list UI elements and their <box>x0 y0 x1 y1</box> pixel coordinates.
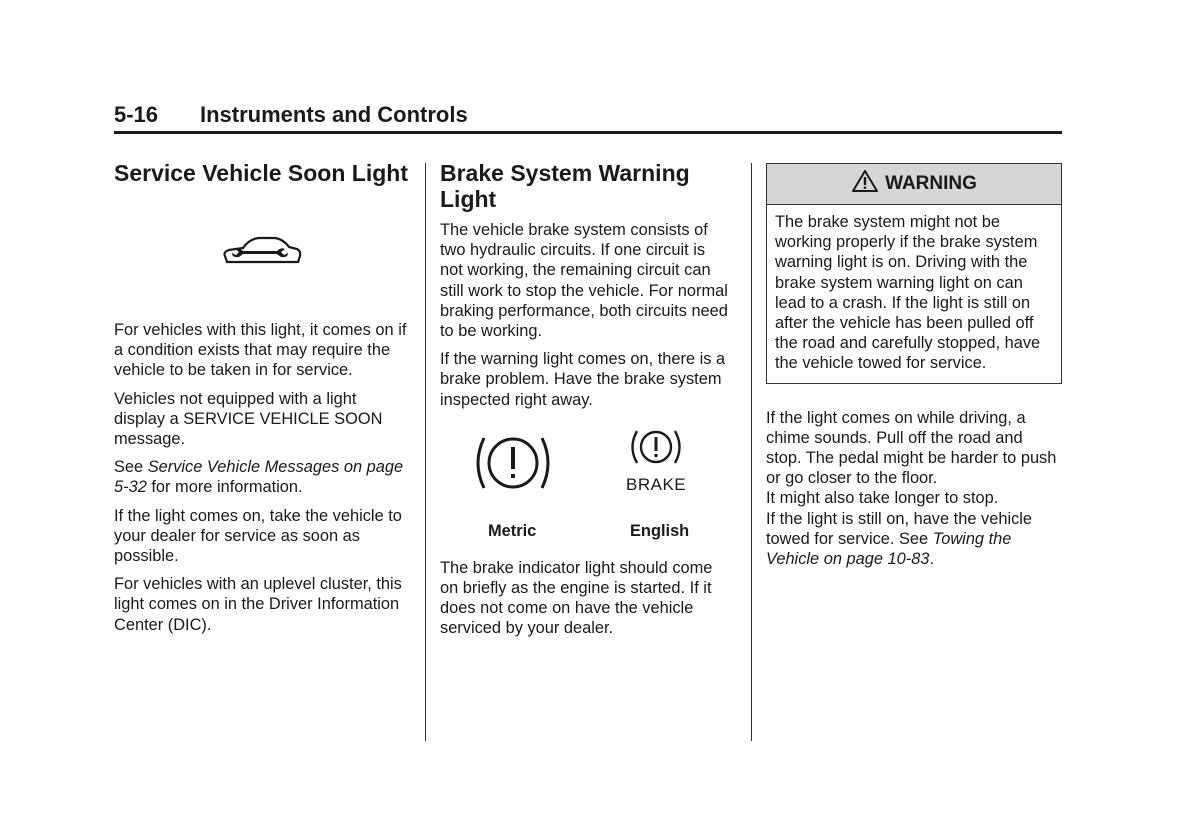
warning-column <box>766 160 1062 569</box>
paragraph: Vehicles not equipped with a light display a SERVICE VEHICLE SOON message. <box>114 389 383 449</box>
after-warning-text <box>766 408 1062 570</box>
brake-icons-figure <box>440 428 732 558</box>
paragraph: It might also take longer to stop. <box>766 489 999 508</box>
service-icon-container <box>114 194 410 314</box>
metric-label: Metric <box>488 521 537 540</box>
section-heading: Brake System Warning Light <box>440 160 690 212</box>
text-fragment: . <box>929 550 934 569</box>
paragraph <box>766 509 1062 570</box>
text-fragment: See <box>114 458 148 477</box>
cross-reference-link[interactable]: Service Vehicle Messages on page 5-32 <box>114 458 404 497</box>
warning-box <box>766 163 1062 384</box>
car-wrench-icon <box>221 232 303 277</box>
service-vehicle-soon-section <box>114 160 410 643</box>
warning-text: The brake system might not be working properly if the brake system warning light is on. Driving with the brake system warning light on can lead to a crash. If the light is still on after the vehicle has been pulled off the road and carefully stopped, have the vehicle towed for service. <box>775 213 1041 373</box>
column-divider <box>425 163 426 741</box>
paragraph: If the warning light comes on, there is a brake problem. Have the brake system inspected right away. <box>440 350 726 409</box>
text-fragment: If the light is still on, have the vehicle towed for service. See <box>766 509 1033 548</box>
paragraph: The brake indicator light should come on briefly as the engine is started. If it does not come on have the vehicle serviced by your dealer. <box>440 558 713 638</box>
paragraph: For vehicles with an uplevel cluster, this light comes on in the Driver Information Center (DIC). <box>114 575 402 634</box>
brake-warning-circle-icon <box>470 428 556 503</box>
column-divider <box>751 163 752 741</box>
section-heading: Service Vehicle Soon Light <box>114 160 408 186</box>
paragraph: If the light comes on, take the vehicle to your dealer for service as soon as possible. <box>114 506 402 566</box>
brake-english-icon <box>626 426 686 495</box>
warning-title: WARNING <box>885 173 977 194</box>
paragraph <box>114 457 410 497</box>
section-title: Instruments and Controls <box>200 102 468 127</box>
paragraph: For vehicles with this light, it comes on if a condition exists that may require the vehicle to be taken in for service. <box>114 321 407 380</box>
warning-body <box>767 205 1061 383</box>
cross-reference-link[interactable]: Towing the Vehicle on page 10-83 <box>766 529 1012 569</box>
page-header <box>114 101 1062 134</box>
warning-triangle-icon <box>851 169 885 199</box>
page-number: 5-16 <box>114 102 159 127</box>
english-label: English <box>630 521 690 540</box>
paragraph: The vehicle brake system consists of two hydraulic circuits. If one circuit is not working, the remaining circuit can still work to stop the vehicle. For normal braking performance, both circuits need to be working. <box>440 221 728 341</box>
brake-system-warning-section <box>440 160 732 647</box>
warning-header <box>767 164 1061 205</box>
paragraph: If the light comes on while driving, a chime sounds. Pull off the road and stop. The pedal might be harder to push or go closer to the floor. <box>766 408 1057 488</box>
text-fragment: for more information. <box>146 478 303 497</box>
brake-label: BRAKE <box>626 474 687 494</box>
